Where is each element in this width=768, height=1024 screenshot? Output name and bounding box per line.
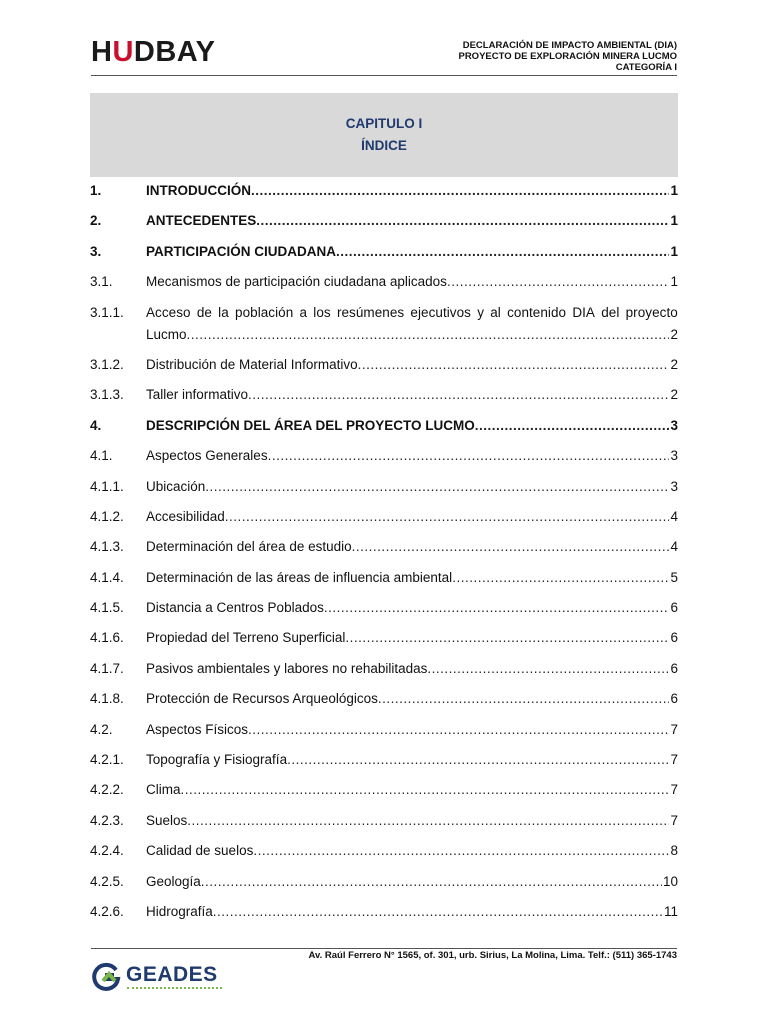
toc-entry-page: 3 — [670, 478, 678, 494]
document-header-title — [458, 40, 677, 73]
toc-entry-title: Suelos — [146, 812, 188, 828]
toc-entry-number: 3. — [90, 243, 102, 259]
chapter-label: CAPITULO I — [345, 116, 423, 131]
toc-entry-title: Ubicación — [146, 478, 206, 494]
toc-entry-number: 4. — [90, 417, 102, 433]
toc-entry-title: Distribución de Material Informativo — [146, 356, 358, 372]
toc-entry-title: Aspectos Generales — [146, 448, 268, 464]
toc-entry-number: 2. — [90, 213, 102, 229]
toc-leader-dots — [324, 597, 670, 619]
toc-entry-number: 4.2.5. — [90, 873, 124, 889]
toc-entry-number: 3.1. — [90, 274, 113, 290]
toc-entry-number: 4.2. — [90, 721, 113, 737]
toc-entry[interactable] — [90, 210, 678, 232]
toc-leader-dots — [352, 536, 670, 558]
toc-entry-page: 7 — [670, 721, 678, 737]
toc-entry-title: Taller informativo — [146, 387, 249, 403]
toc-entry-page: 5 — [670, 569, 678, 585]
toc-leader-dots — [251, 180, 669, 202]
toc-entry-number: 4.1. — [90, 448, 113, 464]
toc-leader-dots — [256, 210, 669, 232]
toc-entry[interactable] — [90, 415, 678, 437]
toc-entry-number: 4.2.1. — [90, 752, 124, 768]
toc-entry-title: Pasivos ambientales y labores no rehabilitadas — [146, 660, 428, 676]
toc-leader-dots — [345, 627, 669, 649]
toc-entry-page: 11 — [663, 903, 678, 919]
toc-leader-dots — [181, 779, 670, 801]
toc-entry-title: Accesibilidad — [146, 508, 225, 524]
toc-entry-number: 4.2.4. — [90, 843, 124, 859]
toc-entry[interactable] — [90, 180, 678, 202]
toc-entry-page: 2 — [670, 387, 678, 403]
toc-entry-page: 2 — [670, 326, 678, 342]
toc-entry[interactable] — [90, 271, 678, 293]
toc-entry[interactable] — [90, 597, 678, 619]
toc-entry-number: 4.2.6. — [90, 903, 124, 919]
toc-leader-dots — [358, 354, 670, 376]
toc-leader-dots — [336, 241, 669, 263]
toc-entry-number: 4.1.7. — [90, 660, 124, 676]
toc-leader-dots — [201, 871, 662, 893]
geades-logo-text: GEADES — [126, 963, 218, 986]
toc-entry-title-continued: Lucmo — [146, 326, 187, 342]
toc-entry-title: Propiedad del Terreno Superficial — [146, 630, 346, 646]
toc-entry-title: ANTECEDENTES — [146, 213, 257, 229]
toc-entry[interactable] — [90, 810, 678, 832]
toc-entry[interactable] — [90, 627, 678, 649]
toc-entry-page: 6 — [670, 660, 678, 676]
toc-entry-title: Topografía y Fisiografía — [146, 752, 288, 768]
toc-leader-dots — [452, 567, 669, 589]
toc-entry-title: Geología — [146, 873, 201, 889]
toc-entry-number: 3.1.3. — [90, 387, 124, 403]
toc-leader-dots — [268, 445, 670, 467]
toc-entry[interactable] — [90, 779, 678, 801]
toc-leader-dots — [213, 901, 663, 923]
toc-entry-number: 4.1.1. — [90, 478, 124, 494]
toc-entry-number: 4.1.4. — [90, 569, 124, 585]
footer-divider — [91, 948, 677, 949]
toc-entry[interactable] — [90, 445, 678, 467]
toc-entry[interactable] — [90, 840, 678, 862]
toc-entry-page: 6 — [670, 630, 678, 646]
toc-leader-dots — [287, 749, 669, 771]
toc-entry[interactable] — [90, 384, 678, 406]
toc-entry-title: INTRODUCCIÓN — [146, 183, 251, 198]
toc-entry-page: 1 — [670, 183, 678, 198]
hudbay-logo-h: H — [91, 36, 113, 68]
toc-entry-title: PARTICIPACIÓN CIUDADANA — [146, 243, 336, 259]
toc-entry-title: DESCRIPCIÓN DEL ÁREA DEL PROYECTO LUCMO — [146, 417, 475, 433]
hudbay-logo-u: U — [112, 36, 134, 68]
toc-entry-page: 3 — [670, 448, 678, 464]
toc-entry-title: Mecanismos de participación ciudadana aplicados — [146, 274, 447, 290]
toc-entry[interactable] — [90, 719, 678, 741]
toc-entry[interactable] — [90, 688, 678, 710]
table-of-contents — [90, 180, 678, 923]
toc-entry[interactable] — [90, 658, 678, 680]
toc-leader-dots — [205, 476, 669, 498]
toc-entry-title: Determinación de las áreas de influencia ambiental — [146, 569, 453, 585]
toc-entry[interactable] — [90, 567, 678, 589]
toc-entry-page: 1 — [670, 213, 678, 229]
toc-entry-title: Protección de Recursos Arqueológicos — [146, 691, 378, 707]
toc-entry-page: 2 — [670, 356, 678, 372]
toc-entry[interactable] — [90, 536, 678, 558]
toc-entry-number: 4.1.8. — [90, 691, 124, 707]
toc-entry[interactable] — [90, 871, 678, 893]
toc-entry-page: 10 — [662, 873, 678, 889]
toc-entry-title: Aspectos Físicos — [146, 721, 249, 737]
toc-leader-dots — [187, 810, 669, 832]
toc-entry-page: 3 — [670, 417, 678, 433]
toc-leader-dots — [248, 384, 669, 406]
geades-logo — [90, 961, 225, 993]
toc-entry-number: 4.1.3. — [90, 539, 124, 555]
toc-entry-title: Clima — [146, 782, 181, 798]
toc-leader-dots — [248, 719, 669, 741]
header-line-2: PROYECTO DE EXPLORACIÓN MINERA LUCMO — [458, 51, 677, 62]
toc-entry[interactable] — [90, 241, 678, 263]
toc-entry[interactable] — [90, 749, 678, 771]
toc-entry-title: Hidrografía — [146, 903, 213, 919]
toc-entry[interactable] — [90, 302, 678, 346]
toc-leader-dots — [225, 506, 670, 528]
geades-tagline-decoration — [127, 987, 222, 989]
geades-logo-icon — [90, 961, 122, 993]
toc-entry-number: 3.1.2. — [90, 356, 124, 372]
toc-entry-title: Determinación del área de estudio — [146, 539, 352, 555]
toc-entry-page: 8 — [670, 843, 678, 859]
toc-entry-number: 3.1.1. — [90, 304, 124, 320]
toc-entry-title: Distancia a Centros Poblados — [146, 600, 324, 616]
toc-entry-title: Acceso de la población a los resúmenes ejecutivos y al contenido DIA del proyecto — [146, 304, 678, 320]
toc-entry-number: 4.1.6. — [90, 630, 124, 646]
toc-leader-dots — [378, 688, 670, 710]
toc-entry[interactable] — [90, 354, 678, 376]
toc-leader-dots — [447, 271, 670, 293]
header-divider — [91, 75, 677, 76]
toc-leader-dots — [475, 415, 670, 437]
toc-entry-page: 7 — [670, 812, 678, 828]
header-line-3: CATEGORÍA I — [615, 62, 677, 73]
toc-entry-page: 1 — [670, 243, 678, 259]
toc-entry[interactable] — [90, 476, 678, 498]
toc-entry-title: Calidad de suelos — [146, 843, 254, 859]
toc-entry-number: 4.1.2. — [90, 508, 124, 524]
chapter-heading-box — [90, 93, 678, 177]
toc-leader-dots — [187, 324, 670, 346]
toc-entry[interactable] — [90, 901, 678, 923]
toc-entry-number: 1. — [90, 183, 102, 198]
toc-entry-page: 4 — [670, 539, 678, 555]
toc-entry-number: 4.2.3. — [90, 812, 124, 828]
hudbay-logo-rest: DBAY — [133, 36, 216, 68]
toc-entry-number: 4.1.5. — [90, 600, 124, 616]
toc-entry-page: 4 — [670, 508, 678, 524]
chapter-subtitle: ÍNDICE — [361, 138, 407, 153]
toc-entry-number: 4.2.2. — [90, 782, 124, 798]
header-line-1: DECLARACIÓN DE IMPACTO AMBIENTAL (DIA) — [462, 40, 677, 51]
toc-entry-page: 6 — [670, 600, 678, 616]
toc-leader-dots — [427, 658, 669, 680]
footer-address: Av. Raúl Ferrero N° 1565, of. 301, urb. Sirius, La Molina, Lima. Telf.: (511) 365-1743 — [308, 950, 677, 961]
toc-entry-page: 7 — [670, 782, 678, 798]
toc-leader-dots — [253, 840, 669, 862]
toc-entry-page: 7 — [670, 752, 678, 768]
hudbay-logo — [91, 38, 215, 67]
toc-entry[interactable] — [90, 506, 678, 528]
toc-entry-page: 6 — [670, 691, 678, 707]
toc-entry-page: 1 — [670, 274, 678, 290]
